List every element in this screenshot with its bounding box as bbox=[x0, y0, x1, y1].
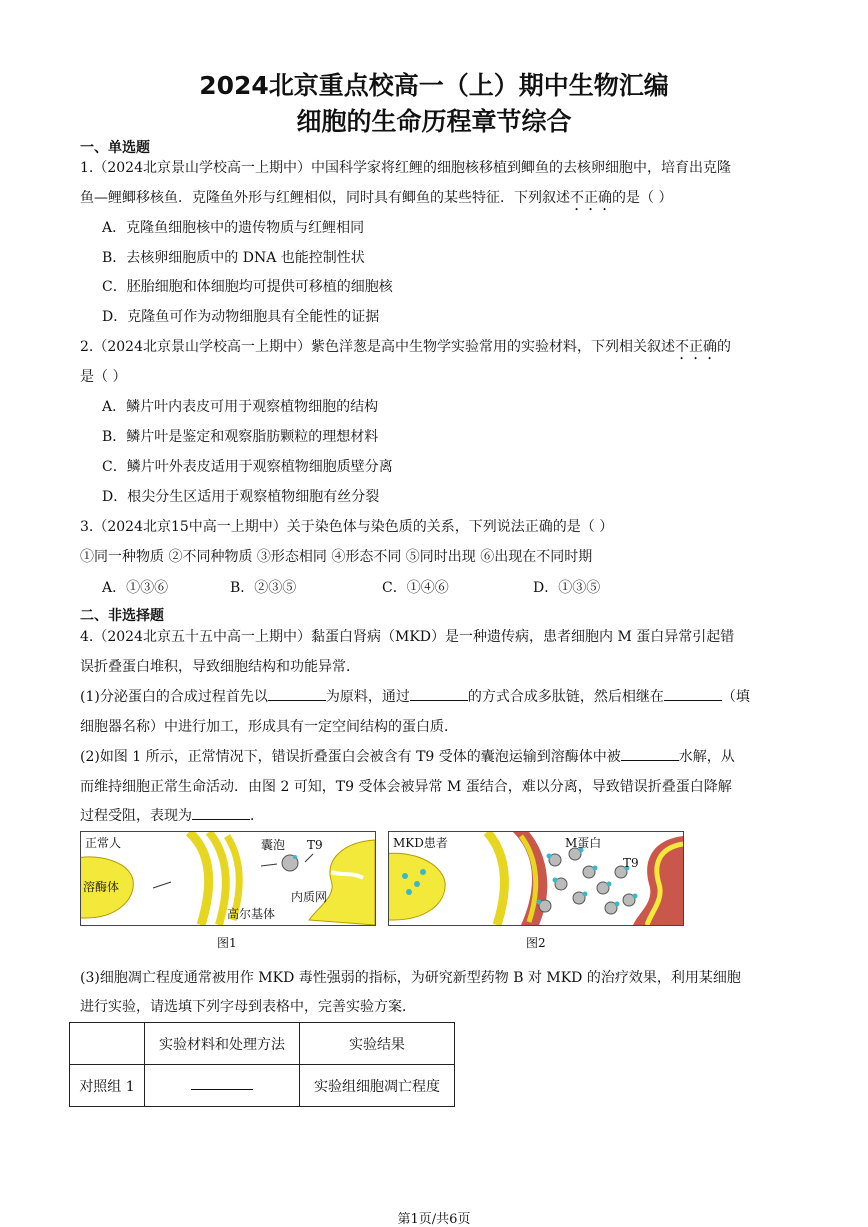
q4-part2-line2: 而维持细胞正常生命活动．由图 2 可知，T9 受体会被异常 M 蛋结合，难以分离，导致错误折叠蛋白降解 bbox=[80, 779, 732, 795]
q1-option-a: A．克隆鱼细胞核中的遗传物质与红鲤相同 bbox=[102, 220, 365, 236]
q2-option-a: A．鳞片叶内表皮可用于观察植物细胞的结构 bbox=[102, 399, 379, 415]
page-title: 2024北京重点校高一（上）期中生物汇编 bbox=[199, 71, 669, 100]
table-row-control-label: 对照组 1 bbox=[70, 1065, 145, 1107]
page-subtitle: 细胞的生命历程章节综合 bbox=[296, 107, 572, 136]
figure-2-mkd-cell bbox=[388, 831, 684, 926]
figure-2-caption: 图2 bbox=[526, 936, 546, 950]
q3-option-a: A．①③⑥ bbox=[102, 580, 169, 596]
fig2-label-t9: T9 bbox=[623, 856, 639, 870]
fig1-label-lysosome: 溶酶体 bbox=[83, 880, 120, 894]
q1-option-d: D．克隆鱼可作为动物细胞具有全能性的证据 bbox=[102, 309, 380, 325]
q4-stem-line2: 误折叠蛋白堆积，导致细胞结构和功能异常． bbox=[80, 659, 360, 675]
q4-part2-line3: 过程受阻，表现为 ． bbox=[80, 808, 264, 824]
q3-option-b: B．②③⑤ bbox=[230, 580, 297, 596]
q1-stem-line2: 鱼—鲤鲫移核鱼．克隆鱼外形与红鲤相似，同时具有鲫鱼的某些特征．下列叙述不正确的是（ ） bbox=[80, 190, 673, 206]
figure-1-normal-cell bbox=[80, 831, 376, 926]
q4-part3-line1: (3)细胞凋亡程度通常被用作 MKD 毒性强弱的指标，为研究新型药物 B 对 MKD 的治疗效果，利用某细胞 bbox=[80, 970, 741, 986]
q2-option-c: C．鳞片叶外表皮适用于观察植物细胞质壁分离 bbox=[102, 459, 393, 475]
q3-stem-line1: 3.（2024北京15中高一上期中）关于染色体与染色质的关系，下列说法正确的是（ ） bbox=[80, 519, 614, 535]
q3-option-c: C．①④⑥ bbox=[382, 580, 449, 596]
q1-option-b: B．去核卵细胞质中的 DNA 也能控制性状 bbox=[102, 250, 365, 266]
answer-blank bbox=[664, 688, 722, 701]
q2-option-b: B．鳞片叶是鉴定和观察脂肪颗粒的理想材料 bbox=[102, 429, 379, 445]
q1-option-c: C．胚胎细胞和体细胞均可提供可移植的细胞核 bbox=[102, 279, 393, 295]
q4-part1-line2: 细胞器名称）中进行加工，形成具有一定空间结构的蛋白质． bbox=[80, 719, 458, 735]
experiment-table bbox=[69, 1022, 455, 1107]
er-shape bbox=[309, 840, 375, 925]
table-header-empty bbox=[70, 1023, 145, 1065]
section-heading-single-choice: 一、单选题 bbox=[80, 140, 150, 156]
answer-blank bbox=[192, 807, 250, 820]
fig1-label-golgi: 高尔基体 bbox=[227, 907, 276, 921]
fig1-label-er: 内质网 bbox=[291, 890, 328, 904]
table-cell-blank[interactable] bbox=[145, 1065, 300, 1107]
table-header-results: 实验结果 bbox=[300, 1023, 455, 1065]
answer-blank bbox=[621, 748, 679, 761]
q4-part3-line2: 进行实验，请选填下列字母到表格中，完善实验方案． bbox=[80, 999, 416, 1015]
q3-statements: ①同一种物质 ②不同种物质 ③形态相同 ④形态不同 ⑤同时出现 ⑥出现在不同时期 bbox=[80, 549, 593, 565]
q4-part2-line1: (2)如图 1 所示，正常情况下，错误折叠蛋白会被含有 T9 受体的囊泡运输到溶酶体中被 水解，从 bbox=[80, 749, 735, 765]
golgi-shape bbox=[487, 832, 504, 925]
fig2-label-m-protein: M蛋白 bbox=[565, 836, 602, 850]
q4-part1-line1: (1)分泌蛋白的合成过程首先以 为原料，通过 的方式合成多肽链，然后相继在 （填 bbox=[80, 689, 750, 705]
q4-stem-line1: 4.（2024北京五十五中高一上期中）黏蛋白肾病（MKD）是一种遗传病，患者细胞内 M 蛋白异常引起错 bbox=[80, 629, 735, 645]
section-heading-non-choice: 二、非选择题 bbox=[80, 608, 164, 624]
q2-option-d: D．根尖分生区适用于观察植物细胞有丝分裂 bbox=[102, 489, 380, 505]
fig2-label-patient: MKD患者 bbox=[393, 836, 448, 850]
fig1-label-normal: 正常人 bbox=[85, 836, 122, 850]
figure-1-caption: 图1 bbox=[217, 936, 237, 950]
fig1-label-t9: T9 bbox=[307, 838, 323, 852]
fig1-label-vesicle: 囊泡 bbox=[261, 838, 286, 852]
golgi-shape bbox=[189, 832, 209, 925]
q3-option-d: D．①③⑤ bbox=[533, 580, 601, 596]
table-row-control-result: 实验组细胞凋亡程度 bbox=[300, 1065, 455, 1107]
q2-stem-line2: 是（ ） bbox=[80, 369, 127, 385]
answer-blank bbox=[268, 688, 326, 701]
table-header-materials: 实验材料和处理方法 bbox=[145, 1023, 300, 1065]
page-footer: 第1页/共6页 bbox=[397, 1212, 471, 1227]
q2-stem-line1: 2.（2024北京景山学校高一上期中）紫色洋葱是高中生物学实验常用的实验材料，下列相关叙述不正确的 bbox=[80, 339, 731, 355]
answer-blank bbox=[410, 688, 468, 701]
q1-stem-line1: 1.（2024北京景山学校高一上期中）中国科学家将红鲤的细胞核移植到鲫鱼的去核卵细胞中，培育出克隆 bbox=[80, 160, 731, 176]
